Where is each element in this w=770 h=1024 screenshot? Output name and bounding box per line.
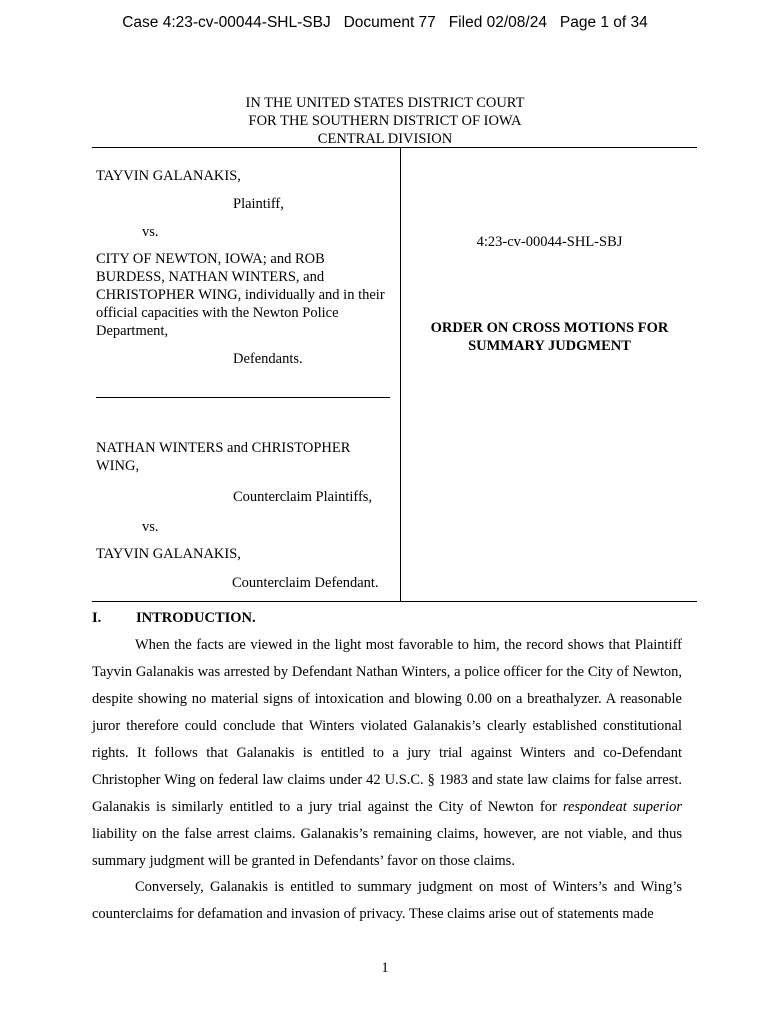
- caption-top-rule: [92, 147, 697, 148]
- counterclaim-defendant-role: Counterclaim Defendant.: [232, 575, 379, 591]
- p1-text-b: liability on the false arrest claims. Galanakis’s remaining claims, however, are not viable, and thus summary judgment will be granted in Defendants’ favor on those claims.: [92, 826, 682, 869]
- body-paragraph-2: Conversely, Galanakis is entitled to summary judgment on most of Winters’s and Wing’s counterclaims for defamation and invasion of privacy. These claims arise out of statements made: [92, 879, 682, 922]
- plaintiff-name: TAYVIN GALANAKIS,: [96, 168, 241, 184]
- p1-italic: respondeat superior: [562, 799, 682, 815]
- p1-text-a: When the facts are viewed in the light most favorable to him, the record shows that Plaintiff Tayvin Galanakis was arrested by Defendant Nathan Winters, a police officer for the City of Newton, despite showing no material signs of intoxication and blowing 0.00 on a breathalyzer. A reasonable juror therefore could conclude that Winters violated Galanakis’s clearly established constitutional rights. It follows that Galanakis is entitled to a jury trial against Winters and co-Defendant Christopher Wing on federal law claims under 42 U.S.C. § 1983 and state law claims for false arrest. Galanakis is similarly entitled to a jury trial against the City of Newton for: [92, 637, 682, 815]
- section-title: INTRODUCTION.: [136, 610, 256, 626]
- order-title: ORDER ON CROSS MOTIONS FOR SUMMARY JUDGMENT: [430, 320, 669, 354]
- court-heading: [0, 94, 770, 148]
- section-number: I.: [92, 610, 102, 626]
- case-number: 4:23-cv-00044-SHL-SBJ: [476, 234, 623, 250]
- versus-2: vs.: [142, 519, 159, 535]
- caption-separator: [96, 397, 390, 398]
- counterclaim-defendant-name: TAYVIN GALANAKIS,: [96, 546, 241, 562]
- filing-stamp: Case 4:23-cv-00044-SHL-SBJ Document 77 Filed 02/08/24 Page 1 of 34: [122, 14, 648, 31]
- counterclaim-plaintiffs-names: NATHAN WINTERS and CHRISTOPHER WING,: [96, 440, 351, 474]
- caption-divider: [400, 147, 401, 601]
- page-number: 1: [381, 960, 389, 976]
- caption-bottom-rule: [92, 601, 697, 602]
- defendants-role: Defendants.: [233, 351, 303, 367]
- versus-1: vs.: [142, 224, 159, 240]
- counterclaim-plaintiffs-role: Counterclaim Plaintiffs,: [233, 489, 373, 505]
- court-line-2: FOR THE SOUTHERN DISTRICT OF IOWA: [248, 113, 522, 129]
- body-paragraph-1: [92, 632, 682, 875]
- court-line-1: IN THE UNITED STATES DISTRICT COURT: [245, 95, 525, 111]
- defendants-names: CITY OF NEWTON, IOWA; and ROB BURDESS, NATHAN WINTERS, and CHRISTOPHER WING, individually and in their official capacities with the Newton Police Department,: [96, 251, 385, 339]
- court-line-3: CENTRAL DIVISION: [317, 131, 453, 147]
- plaintiff-role: Plaintiff,: [233, 196, 284, 212]
